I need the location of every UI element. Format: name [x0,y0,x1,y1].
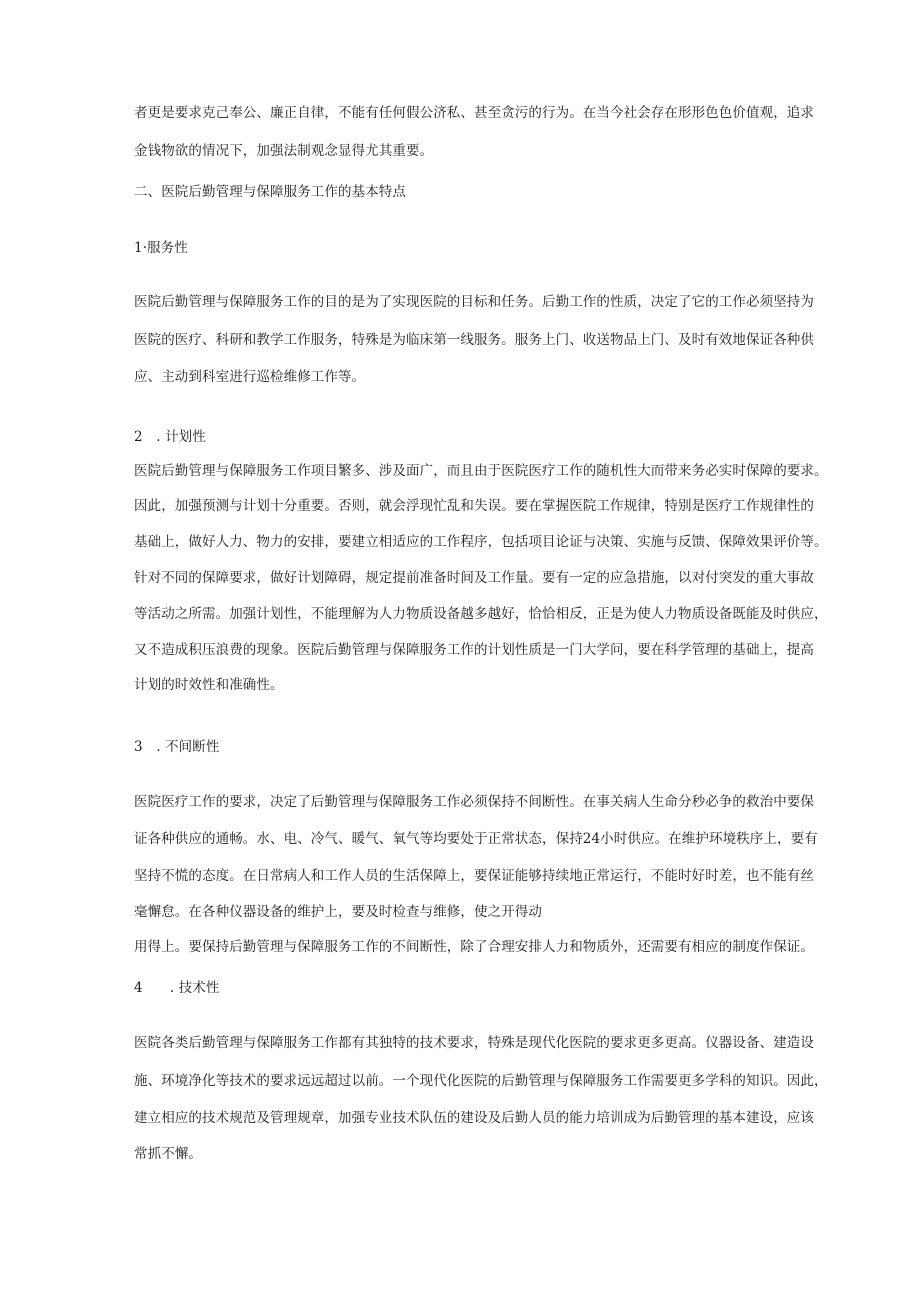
item-3-heading: 3 . 不间断性 [134,739,220,755]
section-title: 二、医院后勤管理与保障服务工作的基本特点 [134,184,406,200]
item-3-line-3: 坚持不慌的态度。在日常病人和工作人员的生活保障上，要保证能够持续地正常运行，不能时好时差，也不能有丝 [134,868,814,884]
item-1-line-1: 医院后勤管理与保障服务工作的目的是为了实现医院的目标和任务。后勤工作的性质，决定了它的工作必须坚持为 [134,294,814,310]
item-1-line-2: 医院的医疗、科研和教学工作服务，特殊是为临床第一线服务。服务上门、收送物品上门、及时有效地保证各种供 [134,332,814,348]
item-4-line-3: 建立相应的技术规范及管理规章，加强专业技术队伍的建设及后勤人员的能力培训成为后勤管理的基本建设，应该 [134,1110,814,1126]
intro-line-2: 金钱物欲的情况下，加强法制观念显得尤其重要。 [134,143,434,159]
item-3-line-1: 医院医疗工作的要求，决定了后勤管理与保障服务工作必须保持不间断性。在事关病人生命分秒必争的救治中要保 [134,794,814,810]
item-2-line-1: 医院后勤管理与保障服务工作项目繁多、涉及面广，而且由于医院医疗工作的随机性大而带来务必实时保障的要求。 [134,463,828,479]
item-4-line-2: 施、环境净化等技术的要求远远超过以前。一个现代化医院的后勤管理与保障服务工作需要更多学科的知识。因此， [134,1073,828,1089]
item-2-line-2: 因此，加强预测与计划十分重要。否则，就会浮现忙乱和失误。要在掌握医院工作规律，特别是医疗工作规律性的 [134,498,814,514]
item-4-heading: 4 . 技术性 [134,980,220,996]
item-2-line-4: 针对不同的保障要求，做好计划障碍，规定提前准备时间及工作量。要有一定的应急措施，以对付突发的重大事故 [134,570,814,586]
item-2-line-6: 又不造成积压浪费的现象。医院后勤管理与保障服务工作的计划性质是一门大学问，要在科学管理的基础上，提高 [134,642,814,658]
item-2-line-5: 等活动之所需。加强计划性，不能理解为人力物质设备越多越好，恰恰相反，正是为使人力物质设备既能及时供应， [134,606,828,622]
item-2-line-3: 基础上，做好人力、物力的安排，要建立相适应的工作程序，包括项目论证与决策、实施与反馈、保障效果评价等。 [134,534,828,550]
item-3-line-5: 用得上。要保持后勤管理与保障服务工作的不间断性，除了合理安排人力和物质外，还需要有相应的制度作保证。 [134,939,814,955]
item-2-line-7: 计划的时效性和准确性。 [134,677,284,693]
item-1-heading: 1·服务性 [134,240,188,256]
item-3-line-4: 毫懈怠。在各种仪器设备的维护上，要及时检查与维修，使之开得动 [134,904,542,920]
item-4-line-4: 常抓不懈。 [134,1146,202,1162]
item-3-line-2: 证各种供应的通畅。水、电、冷气、暖气、氧气等均要处于正常状态，保持24小时供应。在维护环境秩序上，要有 [134,831,818,847]
item-2-heading: 2 . 计划性 [134,429,206,445]
item-4-line-1: 医院各类后勤管理与保障服务工作都有其独特的技术要求，特殊是现代化医院的要求更多更高。仪器设备、建造设 [134,1035,814,1051]
item-1-line-3: 应、主动到科室进行巡检维修工作等。 [134,369,366,385]
intro-line-1: 者更是要求克己奉公、廉正自律，不能有任何假公济私、甚至贪污的行为。在当今社会存在形形色色价值观，追求 [134,105,814,121]
